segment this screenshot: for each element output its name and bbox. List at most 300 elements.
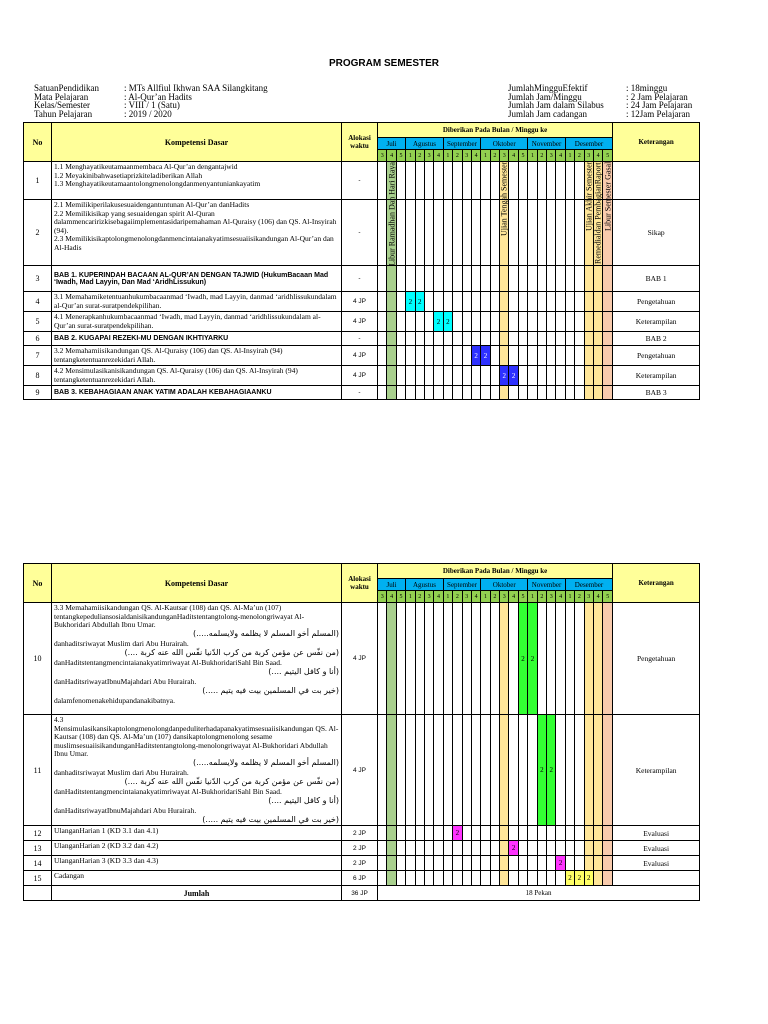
week-cell [415,366,424,386]
week-cell [415,346,424,366]
week-cell [584,715,593,826]
month-header: Oktober [481,579,528,591]
week-cell [481,332,490,346]
week-cell [500,826,509,841]
info-label: Jumlah Jam dalam Silabus [508,100,604,110]
week-cell [434,162,443,200]
week-header: 1 [443,150,452,162]
kompetensi-dasar: UlanganHarian 3 (KD 3.3 dan 4.3) [52,856,342,871]
keterangan-cell: Sikap [613,200,700,266]
week-cell [593,841,602,856]
info-label: Jumlah Jam cadangan [508,108,587,119]
week-cell [396,366,405,386]
week-cell [509,200,518,266]
week-cell [378,386,387,400]
week-cell [565,366,574,386]
kompetensi-dasar [52,162,342,200]
week-cell [378,856,387,871]
week-cell [528,386,537,400]
week-header: 3 [500,150,509,162]
week-cell [518,332,527,346]
keterangan-cell: BAB 1 [613,266,700,292]
header-no: No [24,564,52,603]
week-cell [396,856,405,871]
table-row [24,826,700,841]
week-cell [434,841,443,856]
kompetensi-dasar [52,715,342,826]
week-cell [378,603,387,715]
week-cell [471,312,480,332]
week-header: 4 [387,591,396,603]
hadith-arabic: (خير بت في المسلمين بيت فيه يتيم .....) [202,685,339,695]
week-cell [406,162,415,200]
hadith-arabic: (أنا و كافل اليتيم ....) [268,666,339,676]
week-cell [565,266,574,292]
week-cell [462,346,471,366]
header-keterangan: Keterangan [613,123,700,162]
week-cell [434,386,443,400]
week-cell [481,162,490,200]
week-header: 2 [537,150,546,162]
keterangan-cell: Keterampilan [613,366,700,386]
week-cell [378,292,387,312]
keterangan-cell: Evaluasi [613,856,700,871]
week-cell [518,292,527,312]
week-cell [537,871,546,886]
week-cell [556,266,565,292]
week-header: 4 [556,591,565,603]
week-cell [387,856,396,871]
week-cell [528,826,537,841]
week-cell [424,715,433,826]
keterangan-cell [613,871,700,886]
week-cell [481,841,490,856]
week-cell [434,603,443,715]
week-cell [396,200,405,266]
week-cell [471,715,480,826]
week-cell [509,332,518,346]
week-cell [556,292,565,312]
week-cell [471,841,480,856]
week-cell [443,871,452,886]
week-cell [453,200,462,266]
week-cell: 2 [443,312,452,332]
week-cell [471,266,480,292]
week-cell [500,856,509,871]
week-cell [443,366,452,386]
week-cell [406,266,415,292]
week-cell [556,841,565,856]
week-header: 4 [593,591,602,603]
vertical-label-ujian_tengah: Ujian Tengah Semester [499,161,509,236]
week-cell [603,841,613,856]
header-alokasi: Alokasi waktu [342,564,378,603]
week-header: 1 [406,591,415,603]
week-cell [396,603,405,715]
week-cell [434,346,443,366]
week-cell [424,841,433,856]
week-cell [406,200,415,266]
kompetensi-dasar: BAB 2. KUGAPAI REZEKI-MU DENGAN IKHTIYARKU [52,332,342,346]
vertical-label-remedial: Remedialdan PembagianRaport [593,161,603,264]
week-cell: 2 [406,292,415,312]
week-cell [443,292,452,312]
week-cell [575,312,584,332]
week-cell [424,312,433,332]
week-header: 4 [509,591,518,603]
week-cell [518,841,527,856]
kd-line: dalamfenomenakehidupandanakibatnya. [54,696,175,705]
week-cell [462,200,471,266]
info-right [508,84,692,118]
week-cell [547,312,556,332]
week-cell [490,871,499,886]
week-header: 3 [584,591,593,603]
alokasi-cell: 4 JP [342,312,378,332]
week-cell [575,856,584,871]
week-cell [471,162,480,200]
week-cell [528,292,537,312]
week-cell [396,162,405,200]
week-cell [537,200,546,266]
week-cell [443,266,452,292]
week-cell [471,292,480,312]
week-cell [537,332,546,346]
week-cell [434,292,443,312]
week-header: 5 [603,591,613,603]
week-cell [603,871,613,886]
row-number: 11 [24,715,52,826]
week-cell [415,826,424,841]
hadith-arabic: (من نفّس عن مؤمن كربة من كرب الدّنيا نفّس الله عنه كربة ....) [124,776,339,786]
jumlah-alokasi: 36 JP [342,886,378,901]
week-cell [424,366,433,386]
week-cell [537,346,546,366]
week-cell [575,292,584,312]
week-cell [415,841,424,856]
month-header: Juli [378,138,406,150]
week-cell: 2 [547,715,556,826]
week-cell [537,162,546,200]
week-cell [528,266,537,292]
week-cell [528,332,537,346]
keterangan-cell: Pengetahuan [613,346,700,366]
kompetensi-dasar [52,346,342,366]
kd-line: danhaditsriwayat Muslim dari Abu Hurairah. [54,768,189,777]
week-cell [528,346,537,366]
week-cell [396,715,405,826]
week-cell [565,603,574,715]
week-cell [565,292,574,312]
week-cell [575,162,584,200]
week-cell [575,366,584,386]
week-cell [565,332,574,346]
week-cell [387,871,396,886]
week-cell [603,715,613,826]
vertical-label-libur_semester: Libur Semester Gasal [603,161,613,231]
week-cell [565,312,574,332]
row-number: 15 [24,871,52,886]
week-cell [547,841,556,856]
week-cell [547,346,556,366]
week-cell [518,386,527,400]
week-cell [547,162,556,200]
week-cell [593,715,602,826]
week-cell [462,312,471,332]
week-cell [584,826,593,841]
week-cell [406,332,415,346]
week-cell [528,871,537,886]
week-cell [443,162,452,200]
header-diberikan: Diberikan Pada Bulan / Minggu ke [378,123,613,138]
week-cell [518,856,527,871]
keterangan-cell [613,162,700,200]
table-row [24,871,700,886]
row-number: 8 [24,366,52,386]
week-cell [518,871,527,886]
week-cell [462,841,471,856]
month-header: Oktober [481,138,528,150]
info-value: : 12Jam Pelajaran [626,108,690,119]
hadith-arabic: (خير بت في المسلمين بيت فيه يتيم .....) [202,814,339,824]
week-cell [424,346,433,366]
week-cell [547,856,556,871]
week-cell [490,826,499,841]
week-cell [481,715,490,826]
table-row [24,856,700,871]
header-diberikan: Diberikan Pada Bulan / Minggu ke [378,564,613,579]
info-label: SatuanPendidikan [34,83,99,93]
hadith-arabic: (المسلم أخو المسلم لا يظلمه ولايسلمه.....) [192,757,339,767]
week-cell [565,200,574,266]
kd-line: 1.3 Menghayatikeutamaantolongmenolongdanmenyantuniankayatim [54,179,261,188]
week-cell [500,715,509,826]
week-header: 4 [434,150,443,162]
week-cell [593,871,602,886]
week-cell [443,856,452,871]
week-cell [547,386,556,400]
week-cell [528,715,537,826]
week-cell [453,871,462,886]
row-number: 10 [24,603,52,715]
week-cell: 2 [453,826,462,841]
week-cell: 2 [537,715,546,826]
kd-line: 2.2 Memilikisikap yang sesuaidengan spirit Al-Quran dalammencaririzkisebagaiimplementasidaripemahaman Al-Quraisy (106) dan QS. Al-Insyirah (94). [54,208,337,235]
month-header: September [443,138,481,150]
week-cell [434,200,443,266]
table-row [24,603,700,715]
week-cell [537,603,546,715]
row-number: 12 [24,826,52,841]
alokasi-cell: 2 JP [342,826,378,841]
week-cell [387,841,396,856]
jumlah-label: Jumlah [52,886,342,901]
row-number: 14 [24,856,52,871]
kd-line: 3.1 Memahamiketentuanhukumbacaanmad ‘Iwadh, mad Layyin, danmad ‘aridhlissukundalam al-Qur’an surat-suratpendekpilihan. [54,292,337,310]
week-cell [415,603,424,715]
alokasi-cell: 4 JP [342,603,378,715]
week-cell [462,292,471,312]
kd-line: 4.3 [54,715,64,724]
week-cell [518,346,527,366]
month-header: Desember [565,138,612,150]
row-number: 4 [24,292,52,312]
week-cell [471,332,480,346]
week-cell [378,366,387,386]
week-cell [471,200,480,266]
week-cell: 2 [509,366,518,386]
week-header: 5 [518,150,527,162]
row-number: 1 [24,162,52,200]
week-header: 3 [424,150,433,162]
week-cell [481,200,490,266]
hadith-arabic: (من نفّس عن مؤمن كربة من كرب الدّنيا نفّس الله عنه كربة ....) [124,647,339,657]
alokasi-cell: - [342,386,378,400]
week-cell [481,603,490,715]
week-header: 1 [406,150,415,162]
kompetensi-dasar [52,200,342,266]
week-cell [406,366,415,386]
week-cell [406,871,415,886]
week-header: 1 [528,591,537,603]
kd-line: danHaditsriwayatIbnuMajahdari Abu Hurairah. [54,677,197,686]
week-cell [528,856,537,871]
week-cell [518,715,527,826]
week-cell [556,603,565,715]
alokasi-cell: 2 JP [342,856,378,871]
info-left [34,84,268,118]
week-cell [518,366,527,386]
week-cell [556,386,565,400]
week-cell [378,715,387,826]
week-cell [396,346,405,366]
week-cell [434,871,443,886]
week-cell [490,841,499,856]
week-cell [509,162,518,200]
week-cell [500,841,509,856]
week-cell [378,841,387,856]
keterangan-cell: BAB 2 [613,332,700,346]
alokasi-cell: 6 JP [342,871,378,886]
week-cell [509,266,518,292]
keterangan-cell: BAB 3 [613,386,700,400]
week-cell [415,386,424,400]
info-label: Kelas/Semester [34,100,90,110]
week-cell [378,162,387,200]
week-header: 1 [443,591,452,603]
kd-line: 3.2 Memahamiisikandungan QS. Al-Quraisy (106) dan QS. Al-Insyirah (94) tentangketentuanrezekidari Allah. [54,346,283,364]
week-cell [462,856,471,871]
week-cell [565,346,574,366]
week-cell [453,715,462,826]
week-cell [481,266,490,292]
kompetensi-dasar: BAB 1. KUPERINDAH BACAAN AL-QUR’AN DENGAN TAJWID (HukumBacaan Mad ‘Iwadh, Mad Layyin, Dan Mad ‘AridhLissukun) [52,266,342,292]
month-header: Juli [378,579,406,591]
week-cell [434,826,443,841]
vertical-label-ujian_akhir: Ujian Akhir Semester [584,161,594,231]
info-value: : 18minggu [626,83,668,93]
jumlah-row [24,886,700,901]
week-header: 2 [415,150,424,162]
keterangan-cell: Evaluasi [613,826,700,841]
week-cell [556,162,565,200]
week-cell [565,856,574,871]
week-cell [575,200,584,266]
kompetensi-dasar: Cadangan [52,871,342,886]
week-cell [481,871,490,886]
week-cell [453,841,462,856]
week-cell [396,332,405,346]
week-cell [556,826,565,841]
info-value: : 2 Jam Pelajaran [626,91,688,102]
week-cell [415,856,424,871]
week-cell [547,603,556,715]
month-header: Agustus [406,579,444,591]
kompetensi-dasar [52,366,342,386]
week-cell [443,603,452,715]
week-cell [396,826,405,841]
week-cell [453,856,462,871]
week-cell [481,292,490,312]
alokasi-cell: 4 JP [342,366,378,386]
week-cell [378,312,387,332]
info-label: Mata Pelajaran [34,91,89,102]
kd-line: danHaditsriwayatIbnuMajahdari Abu Hurairah. [54,806,197,815]
week-cell [528,162,537,200]
week-cell [471,871,480,886]
week-cell [443,386,452,400]
alokasi-cell: 4 JP [342,292,378,312]
week-cell [396,386,405,400]
week-cell [509,871,518,886]
info-value: : VIII / 1 (Satu) [124,100,180,110]
week-cell [443,715,452,826]
week-header: 3 [584,150,593,162]
week-cell [453,312,462,332]
week-header: 5 [518,591,527,603]
row-number: 2 [24,200,52,266]
week-cell [481,856,490,871]
program-table-2 [23,563,700,901]
week-cell [462,386,471,400]
month-header: November [528,138,566,150]
week-cell [547,200,556,266]
keterangan-cell: Pengetahuan [613,292,700,312]
week-cell [443,826,452,841]
week-cell [537,841,546,856]
week-header: 3 [424,591,433,603]
week-cell [462,715,471,826]
hadith-arabic: (المسلم أخو المسلم لا يظلمه ولايسلمه.....) [192,628,339,638]
week-cell [528,366,537,386]
week-cell [424,856,433,871]
header-kd: Kompetensi Dasar [52,123,342,162]
alokasi-cell: - [342,266,378,292]
week-cell [518,312,527,332]
week-cell [528,841,537,856]
week-cell [406,312,415,332]
header-kd: Kompetensi Dasar [52,564,342,603]
week-header: 1 [481,591,490,603]
week-header: 2 [537,591,546,603]
info-value: : 2019 / 2020 [124,108,172,119]
vertical-label-libur_ramadhan: Libur Ramadhan Dan Hari Raya [387,161,397,266]
week-cell [415,312,424,332]
week-cell [415,162,424,200]
week-cell [378,332,387,346]
week-header: 2 [453,591,462,603]
week-header: 2 [575,150,584,162]
